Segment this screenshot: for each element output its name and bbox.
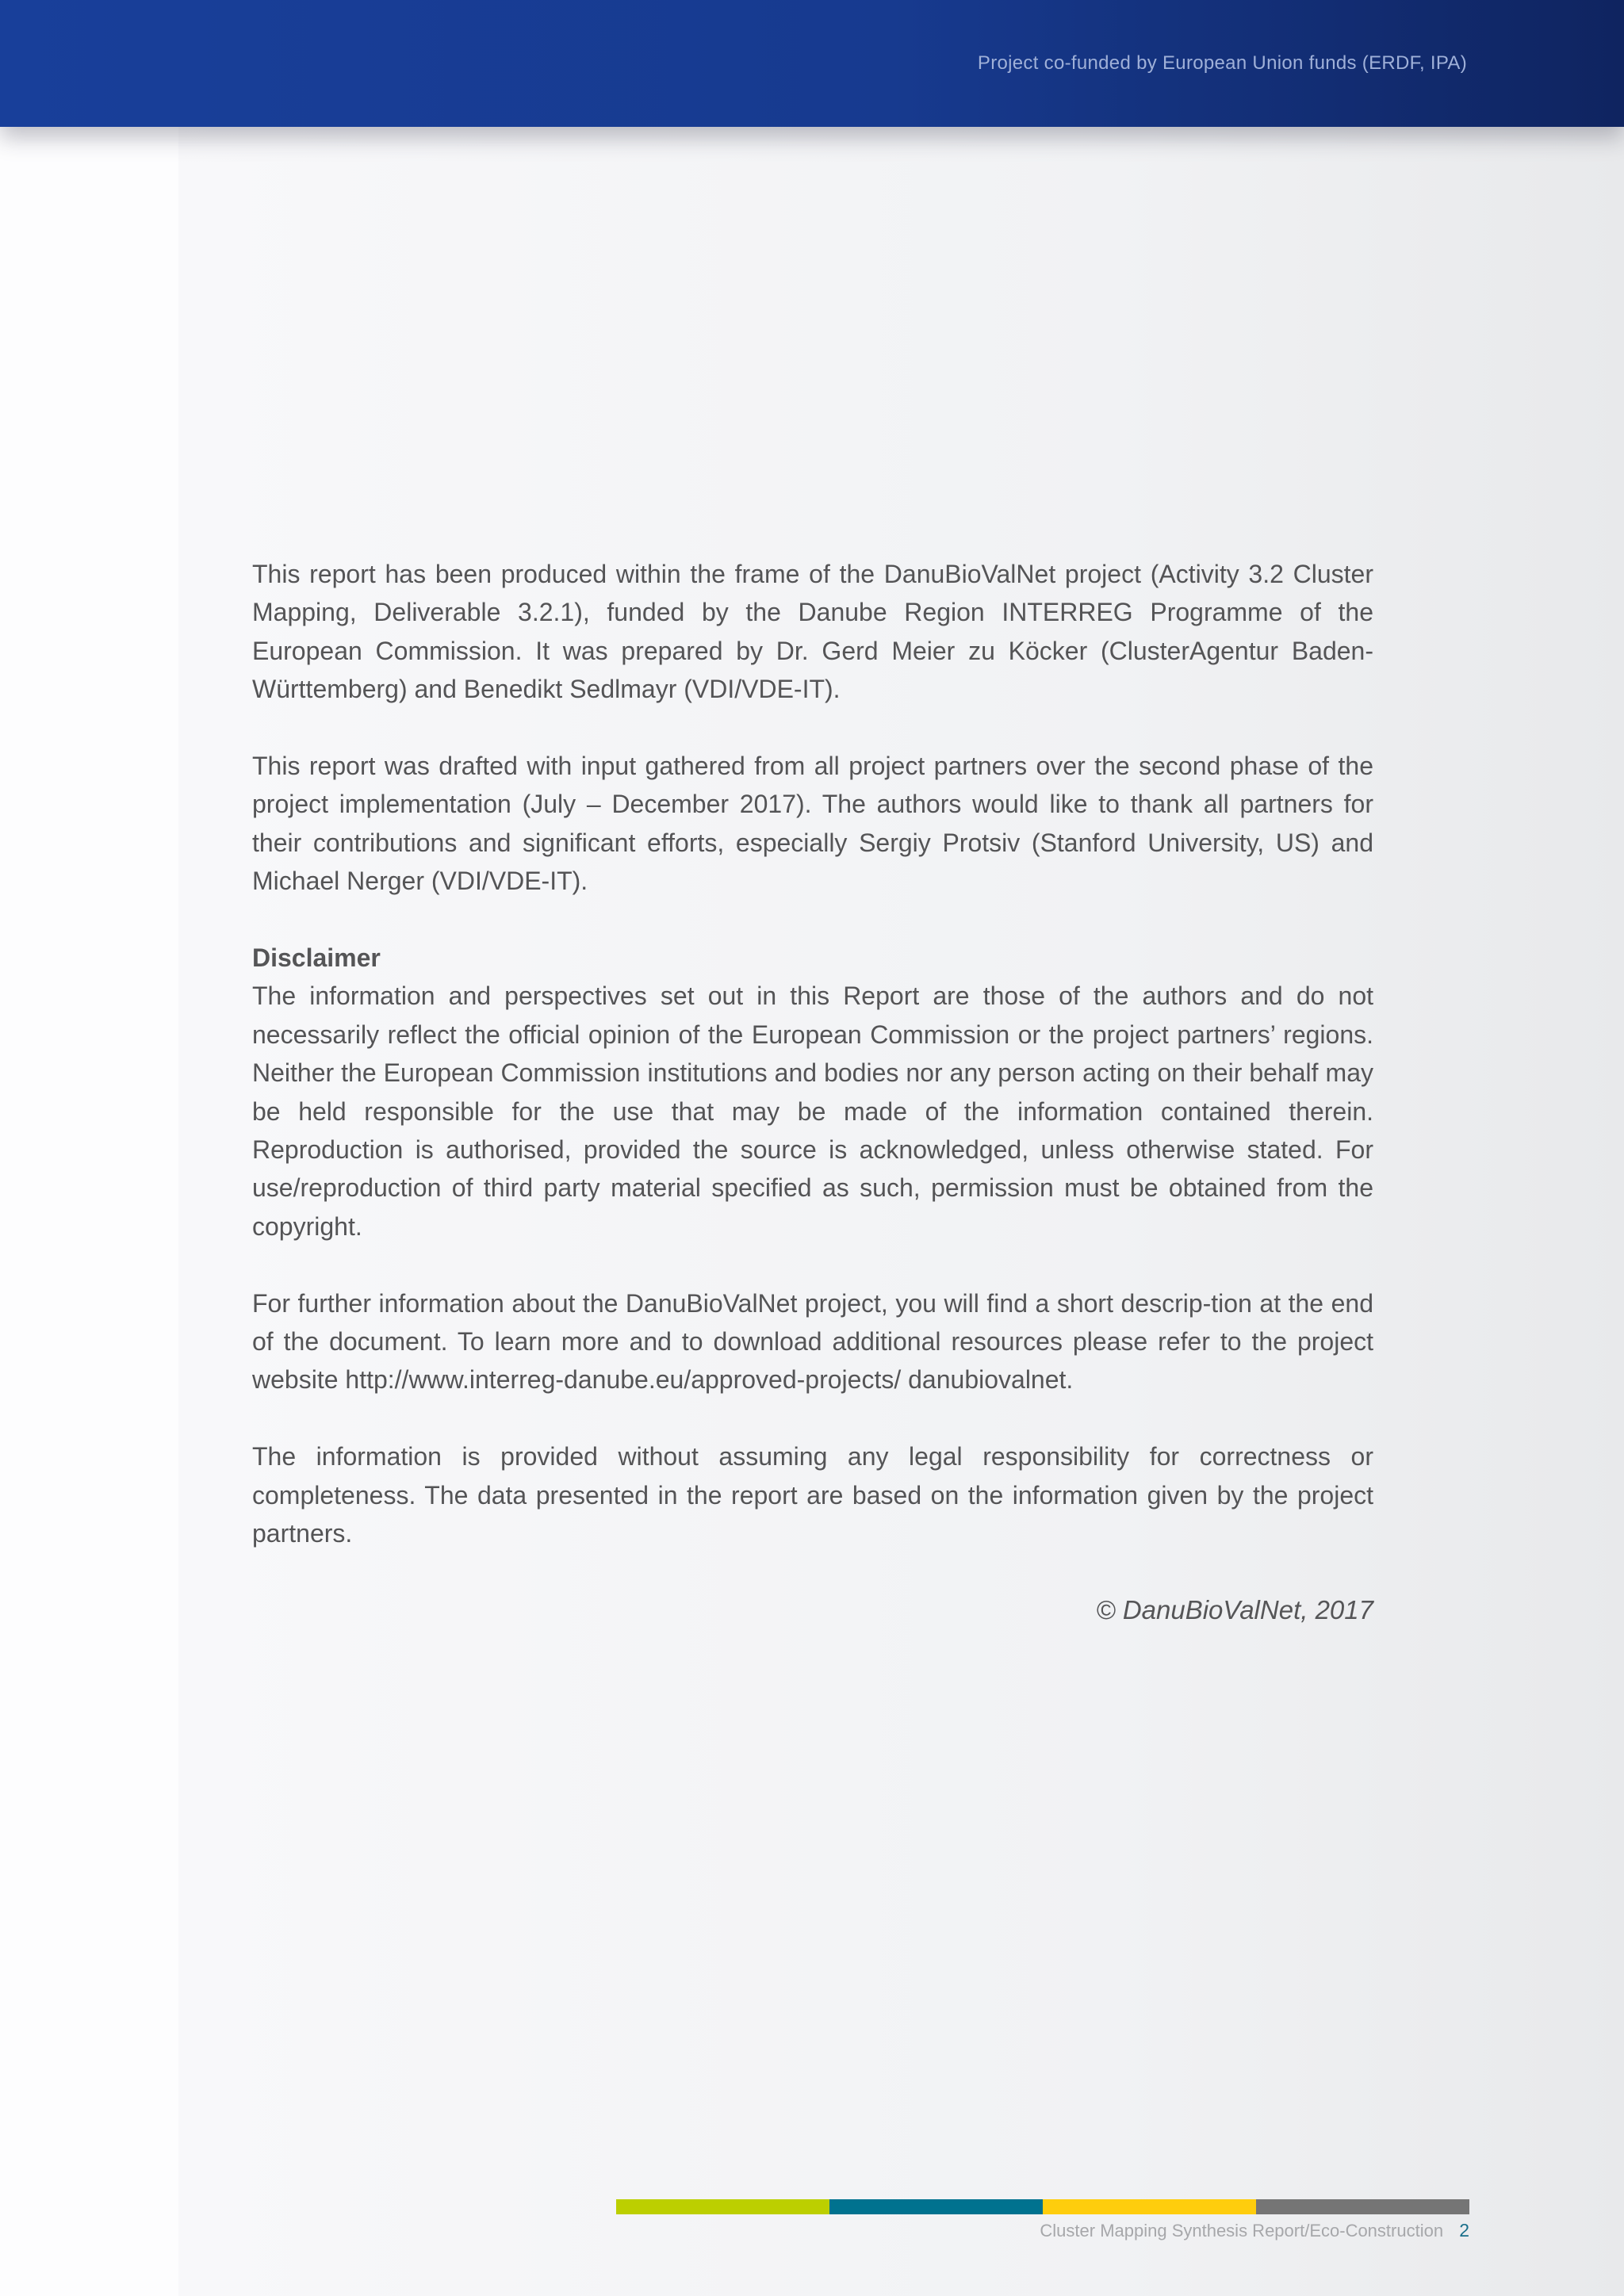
liability-paragraph: The information is provided without assuming any legal responsibility for correctness or completeness. The data presented in the report are based on the information given by the project partners. xyxy=(252,1442,1373,1548)
footer-report-title: Cluster Mapping Synthesis Report/Eco-Construction xyxy=(1040,2221,1444,2241)
disclaimer-heading: Disclaimer xyxy=(252,943,381,973)
disclaimer-paragraph: The information and perspectives set out in this Report are those of the authors and do not necessarily reflect the official opinion of the European Commission or the project partners’ regions. Neither the European Commission institutions and bodies nor any person acting on their behalf may be held responsible for the use that may be made of the information contained therein. Reproduction is authorised, provided the source is acknowledged, unless otherwise stated. For use/reproduction of third party material specified as such, permission must be obtained from the copyright. xyxy=(252,982,1373,1241)
color-bar-segment-green xyxy=(616,2199,829,2214)
funding-note: Project co-funded by European Union funds (ERDF, IPA) xyxy=(977,52,1467,74)
page-number: 2 xyxy=(1459,2220,1469,2241)
further-info-paragraph: For further information about the DanuBioValNet project, you will find a short descrip-tion at the end of the document. To learn more and to download additional resources please refer to the project website http://www.interreg-danube.eu/approved-projects/ danubiovalnet. xyxy=(252,1288,1373,1395)
intro-paragraph: This report has been produced within the frame of the DanuBioValNet project (Activity 3.2 Cluster Mapping, Deliverable 3.2.1), funded by the Danube Region INTERREG Programme of the European Commission. It was prepared by Dr. Gerd Meier zu Köcker (ClusterAgentur Baden-Württemberg) and Benedikt Sedlmayr (VDI/VDE-IT). xyxy=(252,560,1373,704)
footer-color-bar xyxy=(616,2199,1469,2214)
main-content xyxy=(252,555,1373,1629)
acknowledgement-paragraph: This report was drafted with input gathered from all project partners over the second phase of the project implementation (July – December 2017). The authors would like to thank all partners for their contributions and significant efforts, especially Sergiy Protsiv (Stanford University, US) and Michael Nerger (VDI/VDE-IT). xyxy=(252,752,1373,896)
header-band xyxy=(0,0,1624,127)
color-bar-segment-yellow xyxy=(1043,2199,1256,2214)
copyright-note: © DanuBioValNet, 2017 xyxy=(1096,1594,1373,1624)
color-bar-segment-grey xyxy=(1256,2199,1469,2214)
color-bar-segment-teal xyxy=(829,2199,1043,2214)
page-footer xyxy=(1040,2220,1469,2241)
